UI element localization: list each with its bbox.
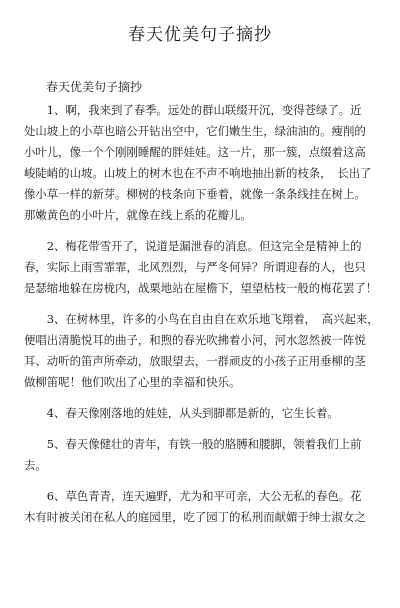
text-line: 那嫩黄色的小叶片，就像在线上系的花瓣儿。 <box>24 208 252 222</box>
text-line: 做柳笛呢！他们吹出了心里的幸福和快乐。 <box>24 375 241 389</box>
text-line: 4、春天像刚落地的娃娃，从头到脚都是新的，它生长着。 <box>24 406 339 420</box>
paragraph-4 <box>24 403 386 424</box>
text-line: 是瑟缩地躲在房栊内，战栗地站在屋檐下，望望枯枝一般的梅花罢了！ <box>24 281 378 295</box>
text-line: 6、草色青青，连天遍野，尤为和平可亲，大公无私的春色。花 <box>24 489 362 503</box>
text-line: 去。 <box>24 458 47 472</box>
text-line: 峻陡峭的山坡。山坡上的树木也在不声不响地抽出新的枝条， 长出了 <box>24 166 372 180</box>
text-line: 木有时被关闭在私人的庭园里，吃了园丁的私刑而献媚于绅士淑女之 <box>24 510 366 524</box>
document-title: 春天优美句子摘抄 <box>128 25 272 45</box>
text-line: 处山坡上的小草也暗公开钻出空中，它们嫩生生，绿油油的。瘦削的 <box>24 124 366 138</box>
paragraph-6 <box>24 486 386 528</box>
text-line: 1、啊，我来到了春季。远处的群山联缀开沉，变得苍绿了。近 <box>24 103 362 117</box>
text-line: 耳、动听的笛声所牵动，放眼望去，一群顽皮的小孩子正用垂柳的茎 <box>24 354 366 368</box>
document-body <box>24 100 386 528</box>
paragraph-1 <box>24 100 386 226</box>
text-line: 像小草一样的新芽。柳树的枝条向下垂着，就像一条条线挂在树上。 <box>24 187 366 201</box>
text-line: 小叶儿，像一个个刚刚睡醒的胖娃娃。这一片，那一簇，点缀着这高 <box>24 145 366 159</box>
paragraph-3 <box>24 309 386 393</box>
paragraph-2 <box>24 236 386 299</box>
text-line: 2、梅花带雪开了，说道是漏泄春的消息。但这完全是精神上的 <box>24 239 362 253</box>
text-line: 3、在树林里，许多的小鸟在自由自在欢乐地飞翔着， 高兴起来， <box>24 312 379 326</box>
text-line: 5、春天像健壮的青年，有铁一般的胳膊和腰脚，领着我们上前 <box>24 437 362 451</box>
text-line: 春，实际上雨雪霏霏，北风烈烈，与严冬何异？所谓迎春的人，也只 <box>24 260 366 274</box>
document-subtitle: 春天优美句子摘抄 <box>46 80 143 94</box>
paragraph-5 <box>24 434 386 476</box>
text-line: 便唱出清脆悦耳的曲子，和煦的春光吹拂着小河，河水忽然被一阵悦 <box>24 333 366 347</box>
